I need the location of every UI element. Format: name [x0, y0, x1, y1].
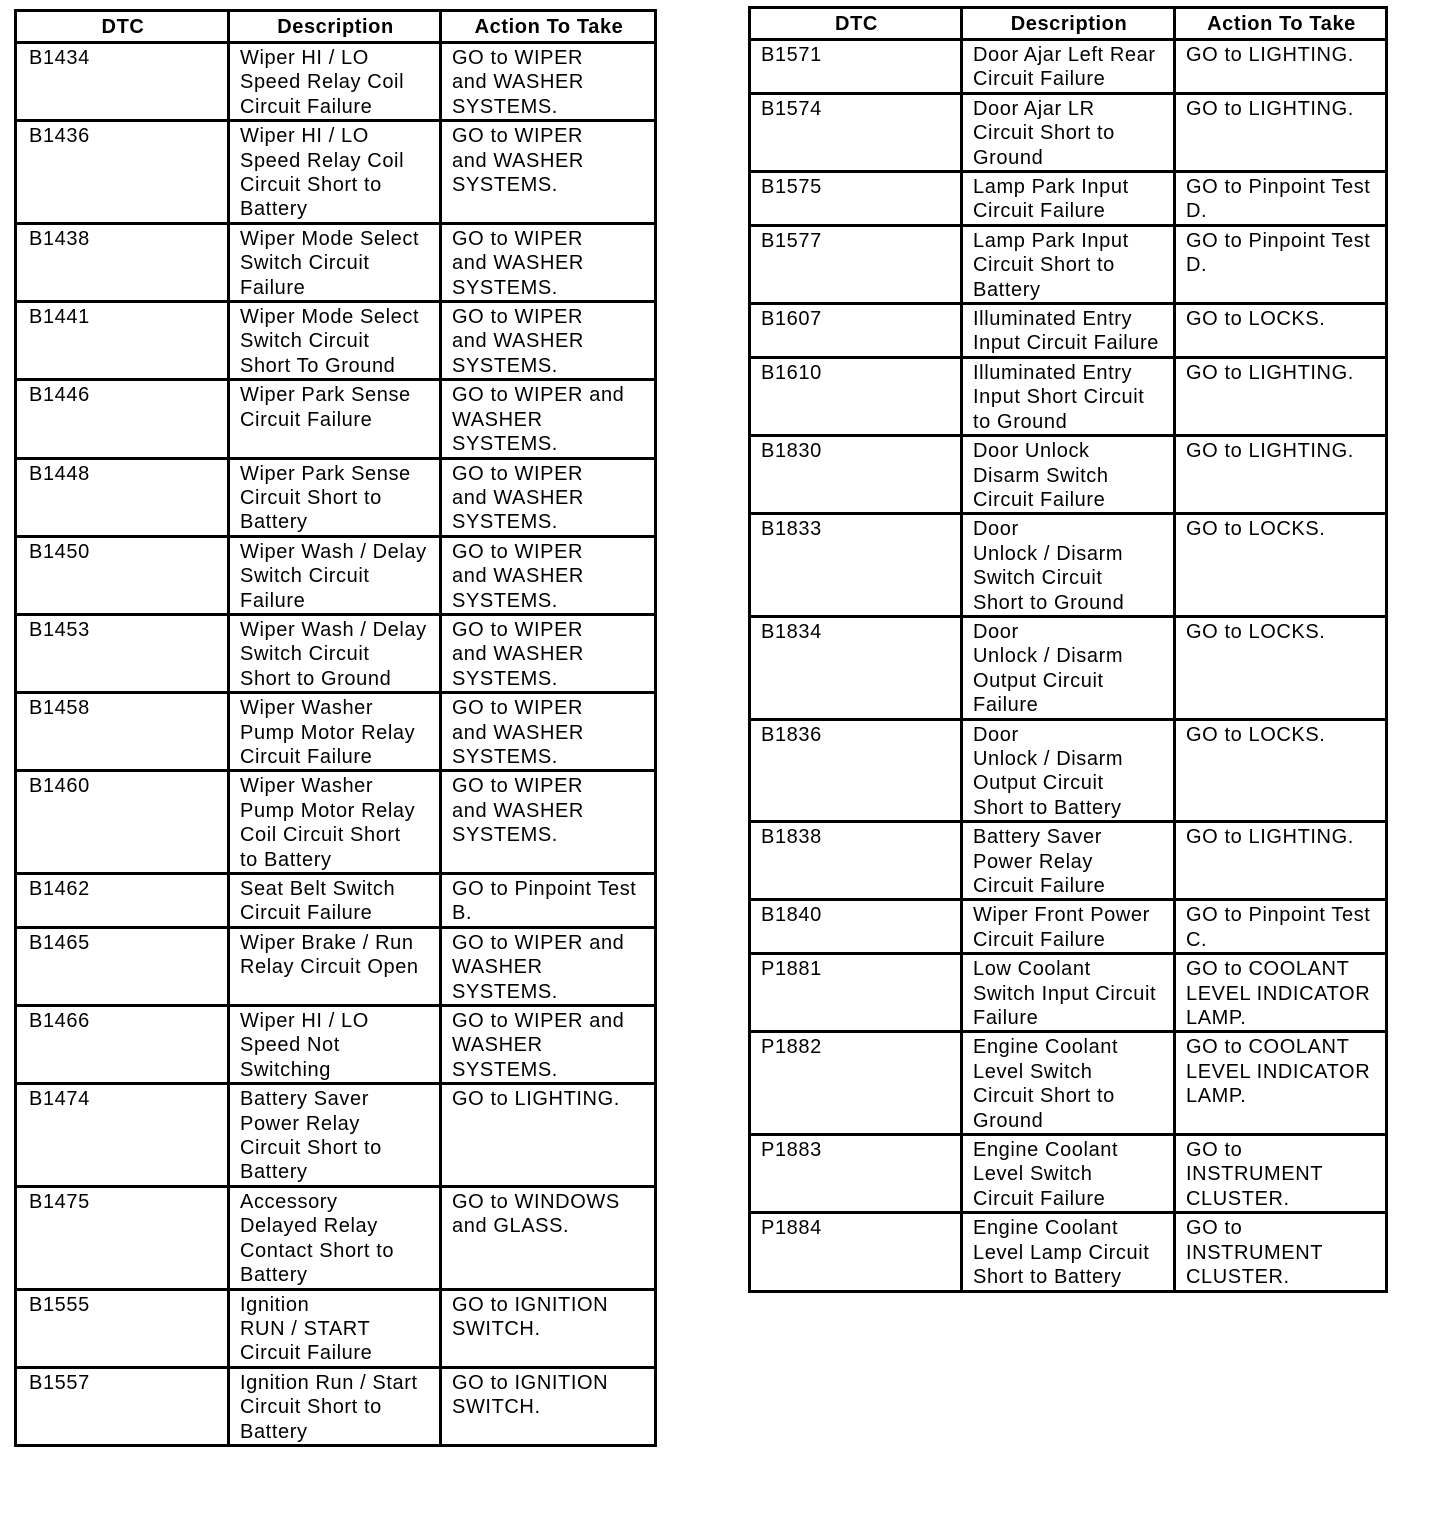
table-row — [16, 43, 656, 121]
description-column-header: Description — [962, 8, 1175, 40]
dtc-code-cell: B1607 — [750, 304, 962, 358]
action-cell: GO to LOCKS. — [1175, 616, 1387, 719]
dtc-code-cell: B1555 — [16, 1289, 229, 1367]
description-cell: Engine Coolant Level Lamp Circuit Short to Battery — [962, 1213, 1175, 1291]
table-row — [750, 436, 1387, 514]
description-cell: Ignition Run / Start Circuit Short to Battery — [229, 1367, 441, 1445]
dtc-table-left-body — [16, 43, 656, 1446]
description-column-header: Description — [229, 11, 441, 43]
table-row — [750, 93, 1387, 171]
description-cell: Wiper Washer Pump Motor Relay Coil Circuit Short to Battery — [229, 771, 441, 874]
description-cell: Battery Saver Power Relay Circuit Failure — [962, 822, 1175, 900]
dtc-column-header: DTC — [750, 8, 962, 40]
dtc-code-cell: B1450 — [16, 536, 229, 614]
action-cell: GO to Pinpoint Test B. — [441, 874, 656, 928]
action-cell: GO to LOCKS. — [1175, 304, 1387, 358]
action-cell: GO to IGNITION SWITCH. — [441, 1289, 656, 1367]
dtc-code-cell: B1830 — [750, 436, 962, 514]
description-cell: Door Unlock Disarm Switch Circuit Failure — [962, 436, 1175, 514]
action-cell: GO to LIGHTING. — [1175, 822, 1387, 900]
dtc-code-cell: B1453 — [16, 614, 229, 692]
description-cell: Door Unlock / Disarm Switch Circuit Short to Ground — [962, 514, 1175, 617]
description-cell: Illuminated Entry Input Circuit Failure — [962, 304, 1175, 358]
table-row — [750, 40, 1387, 94]
table-row — [16, 614, 656, 692]
dtc-code-cell: B1577 — [750, 225, 962, 303]
dtc-code-cell: B1462 — [16, 874, 229, 928]
action-cell: GO to WINDOWS and GLASS. — [441, 1186, 656, 1289]
action-cell: GO to LOCKS. — [1175, 514, 1387, 617]
description-cell: Door Unlock / Disarm Output Circuit Failure — [962, 616, 1175, 719]
dtc-table-left — [14, 9, 657, 1447]
description-cell: Illuminated Entry Input Short Circuit to Ground — [962, 357, 1175, 435]
action-cell: GO to WIPER and WASHER SYSTEMS. — [441, 43, 656, 121]
description-cell: Wiper Wash / Delay Switch Circuit Short to Ground — [229, 614, 441, 692]
table-row — [16, 121, 656, 224]
description-cell: Wiper Mode Select Switch Circuit Failure — [229, 223, 441, 301]
table-row — [16, 536, 656, 614]
action-cell: GO to LIGHTING. — [1175, 40, 1387, 94]
action-cell: GO to WIPER and WASHER SYSTEMS. — [441, 1006, 656, 1084]
dtc-code-cell: B1834 — [750, 616, 962, 719]
dtc-code-cell: B1575 — [750, 172, 962, 226]
action-cell: GO to WIPER and WASHER SYSTEMS. — [441, 771, 656, 874]
description-cell: Wiper Mode Select Switch Circuit Short To Ground — [229, 302, 441, 380]
table-row — [16, 1084, 656, 1187]
description-cell: Lamp Park Input Circuit Failure — [962, 172, 1175, 226]
table-header-row — [750, 8, 1387, 40]
table-row — [750, 1135, 1387, 1213]
action-cell: GO to LIGHTING. — [1175, 93, 1387, 171]
action-cell: GO to WIPER and WASHER SYSTEMS. — [441, 458, 656, 536]
dtc-code-cell: B1557 — [16, 1367, 229, 1445]
table-row — [16, 771, 656, 874]
table-row — [750, 357, 1387, 435]
table-row — [16, 1006, 656, 1084]
action-cell: GO to WIPER and WASHER SYSTEMS. — [441, 536, 656, 614]
description-cell: Wiper HI / LO Speed Relay Coil Circuit Short to Battery — [229, 121, 441, 224]
dtc-code-cell: B1610 — [750, 357, 962, 435]
description-cell: Wiper HI / LO Speed Not Switching — [229, 1006, 441, 1084]
action-cell: GO to WIPER and WASHER SYSTEMS. — [441, 380, 656, 458]
dtc-code-cell: B1465 — [16, 927, 229, 1005]
table-row — [750, 900, 1387, 954]
table-row — [750, 616, 1387, 719]
table-row — [750, 1213, 1387, 1291]
dtc-table-right — [748, 6, 1388, 1293]
action-column-header: Action To Take — [441, 11, 656, 43]
action-cell: GO to Pinpoint Test D. — [1175, 225, 1387, 303]
description-cell: Wiper Park Sense Circuit Short to Battery — [229, 458, 441, 536]
action-cell: GO to WIPER and WASHER SYSTEMS. — [441, 693, 656, 771]
table-row — [16, 693, 656, 771]
action-cell: GO to WIPER and WASHER SYSTEMS. — [441, 223, 656, 301]
table-row — [750, 719, 1387, 822]
table-row — [750, 822, 1387, 900]
description-cell: Ignition RUN / START Circuit Failure — [229, 1289, 441, 1367]
table-row — [16, 223, 656, 301]
table-row — [16, 302, 656, 380]
action-cell: GO to COOLANT LEVEL INDICATOR LAMP. — [1175, 954, 1387, 1032]
action-cell: GO to IGNITION SWITCH. — [441, 1367, 656, 1445]
description-cell: Low Coolant Switch Input Circuit Failure — [962, 954, 1175, 1032]
table-row — [16, 1289, 656, 1367]
action-cell: GO to WIPER and WASHER SYSTEMS. — [441, 927, 656, 1005]
dtc-code-cell: B1574 — [750, 93, 962, 171]
table-row — [16, 1367, 656, 1445]
table-header-row — [16, 11, 656, 43]
table-row — [750, 304, 1387, 358]
description-cell: Wiper Washer Pump Motor Relay Circuit Failure — [229, 693, 441, 771]
dtc-table-right-body — [750, 40, 1387, 1292]
dtc-code-cell: B1446 — [16, 380, 229, 458]
dtc-code-cell: P1883 — [750, 1135, 962, 1213]
description-cell: Wiper Front Power Circuit Failure — [962, 900, 1175, 954]
dtc-code-cell: B1460 — [16, 771, 229, 874]
action-cell: GO to WIPER and WASHER SYSTEMS. — [441, 121, 656, 224]
action-column-header: Action To Take — [1175, 8, 1387, 40]
dtc-code-cell: B1833 — [750, 514, 962, 617]
table-row — [16, 1186, 656, 1289]
dtc-code-cell: B1571 — [750, 40, 962, 94]
description-cell: Wiper HI / LO Speed Relay Coil Circuit Failure — [229, 43, 441, 121]
action-cell: GO to LOCKS. — [1175, 719, 1387, 822]
description-cell: Seat Belt Switch Circuit Failure — [229, 874, 441, 928]
table-row — [750, 1032, 1387, 1135]
dtc-code-cell: B1448 — [16, 458, 229, 536]
table-row — [16, 458, 656, 536]
description-cell: Wiper Park Sense Circuit Failure — [229, 380, 441, 458]
action-cell: GO to COOLANT LEVEL INDICATOR LAMP. — [1175, 1032, 1387, 1135]
dtc-code-cell: P1884 — [750, 1213, 962, 1291]
table-row — [750, 954, 1387, 1032]
description-cell: Door Ajar LR Circuit Short to Ground — [962, 93, 1175, 171]
dtc-code-cell: B1475 — [16, 1186, 229, 1289]
dtc-code-cell: B1434 — [16, 43, 229, 121]
description-cell: Battery Saver Power Relay Circuit Short to Battery — [229, 1084, 441, 1187]
dtc-code-cell: B1840 — [750, 900, 962, 954]
description-cell: Engine Coolant Level Switch Circuit Short to Ground — [962, 1032, 1175, 1135]
table-row — [750, 514, 1387, 617]
description-cell: Accessory Delayed Relay Contact Short to Battery — [229, 1186, 441, 1289]
action-cell: GO to LIGHTING. — [441, 1084, 656, 1187]
description-cell: Engine Coolant Level Switch Circuit Failure — [962, 1135, 1175, 1213]
description-cell: Wiper Wash / Delay Switch Circuit Failure — [229, 536, 441, 614]
table-row — [16, 874, 656, 928]
action-cell: GO to INSTRUMENT CLUSTER. — [1175, 1135, 1387, 1213]
dtc-code-cell: B1838 — [750, 822, 962, 900]
action-cell: GO to LIGHTING. — [1175, 436, 1387, 514]
table-row — [750, 172, 1387, 226]
action-cell: GO to WIPER and WASHER SYSTEMS. — [441, 614, 656, 692]
dtc-code-cell: B1441 — [16, 302, 229, 380]
dtc-code-cell: B1466 — [16, 1006, 229, 1084]
description-cell: Wiper Brake / Run Relay Circuit Open — [229, 927, 441, 1005]
action-cell: GO to LIGHTING. — [1175, 357, 1387, 435]
dtc-code-cell: B1438 — [16, 223, 229, 301]
table-row — [16, 380, 656, 458]
action-cell: GO to Pinpoint Test C. — [1175, 900, 1387, 954]
dtc-code-cell: B1458 — [16, 693, 229, 771]
dtc-code-cell: P1881 — [750, 954, 962, 1032]
dtc-code-cell: B1836 — [750, 719, 962, 822]
dtc-code-cell: B1474 — [16, 1084, 229, 1187]
dtc-code-cell: B1436 — [16, 121, 229, 224]
description-cell: Door Ajar Left Rear Circuit Failure — [962, 40, 1175, 94]
table-row — [750, 225, 1387, 303]
description-cell: Door Unlock / Disarm Output Circuit Short to Battery — [962, 719, 1175, 822]
action-cell: GO to INSTRUMENT CLUSTER. — [1175, 1213, 1387, 1291]
action-cell: GO to Pinpoint Test D. — [1175, 172, 1387, 226]
action-cell: GO to WIPER and WASHER SYSTEMS. — [441, 302, 656, 380]
dtc-code-cell: P1882 — [750, 1032, 962, 1135]
description-cell: Lamp Park Input Circuit Short to Battery — [962, 225, 1175, 303]
dtc-column-header: DTC — [16, 11, 229, 43]
table-row — [16, 927, 656, 1005]
